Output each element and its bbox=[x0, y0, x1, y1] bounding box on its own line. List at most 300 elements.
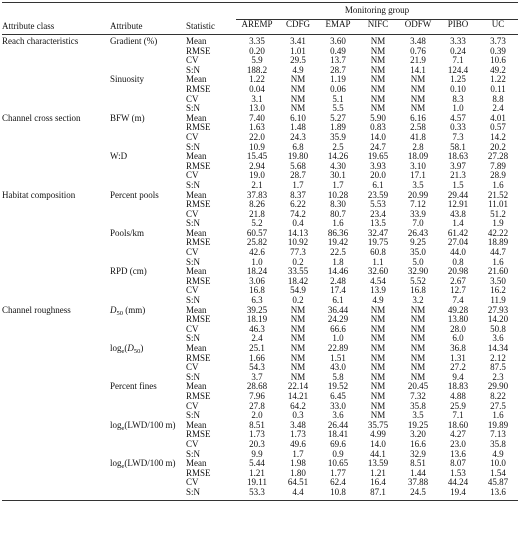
value-cell-odfw: 2.8 bbox=[412, 141, 424, 152]
attribute-cell bbox=[110, 296, 186, 306]
value-cell-aremp: 7.96 bbox=[249, 390, 265, 401]
value-cell-cdfg: 77.3 bbox=[290, 247, 306, 258]
value-cell-aremp: 3.35 bbox=[249, 36, 265, 46]
statistic-cell: S:N bbox=[186, 218, 201, 229]
statistic-cell: CV bbox=[186, 93, 199, 104]
value-cell-cdfg: 14.21 bbox=[287, 390, 309, 401]
value-cell-odfw: 16.6 bbox=[410, 438, 426, 449]
value-cell-odfw: NM bbox=[410, 371, 426, 382]
attribute-cell bbox=[110, 306, 186, 316]
statistic-cell: Mean bbox=[186, 419, 207, 430]
value-cell-nifc: 4.99 bbox=[370, 429, 386, 440]
value-cell-pibo: 3.33 bbox=[450, 36, 466, 46]
attribute-cell bbox=[110, 286, 186, 296]
attribute-class-cell bbox=[2, 450, 110, 460]
value-cell-emap: 19.42 bbox=[327, 237, 349, 248]
value-cell-emap: 1.0 bbox=[332, 333, 344, 344]
value-cell-uc: 35.8 bbox=[490, 438, 506, 449]
value-cell-pibo: 28.0 bbox=[450, 323, 466, 334]
value-cell-uc: 4.9 bbox=[492, 448, 504, 459]
statistic-cell: RMSE bbox=[186, 352, 211, 363]
value-cell-cdfg: 0.2 bbox=[292, 295, 304, 306]
value-cell-emap: 14.26 bbox=[327, 151, 349, 162]
attribute-class-cell bbox=[2, 143, 110, 153]
value-cell-aremp: 6.3 bbox=[251, 295, 263, 306]
value-cell-aremp: 18.24 bbox=[246, 266, 268, 277]
value-cell-aremp: 1.63 bbox=[249, 122, 265, 133]
attribute-cell bbox=[110, 402, 186, 412]
value-cell-emap: 19.52 bbox=[327, 381, 349, 392]
attr-d-symbol: D bbox=[110, 304, 117, 315]
value-cell-nifc: 87.1 bbox=[358, 488, 398, 500]
statistic-cell: CV bbox=[186, 247, 199, 258]
value-cell-cdfg: 1.98 bbox=[290, 458, 306, 469]
value-cell-emap: 69.6 bbox=[330, 438, 346, 449]
value-cell-emap: 1.7 bbox=[332, 179, 344, 190]
value-cell-aremp: 9.9 bbox=[251, 448, 263, 459]
attribute-class-cell bbox=[2, 95, 110, 105]
value-cell-pibo: 61.42 bbox=[447, 227, 469, 238]
value-cell-nifc: 5.53 bbox=[370, 199, 386, 210]
value-cell-aremp: 37.83 bbox=[246, 189, 268, 200]
header-statistic: Statistic bbox=[186, 3, 236, 35]
value-cell-uc: 45.87 bbox=[487, 477, 509, 488]
value-cell-pibo: 13.80 bbox=[447, 314, 469, 325]
attribute-cell bbox=[110, 478, 186, 488]
value-cell-nifc: 4.9 bbox=[372, 295, 384, 306]
value-cell-cdfg: 1.01 bbox=[290, 45, 306, 56]
value-cell-uc: 1.9 bbox=[492, 218, 504, 229]
value-cell-cdfg: 22.14 bbox=[287, 381, 309, 392]
value-cell-odfw: 8.51 bbox=[410, 458, 426, 469]
value-cell-aremp: 1.21 bbox=[249, 467, 265, 478]
value-cell-pibo: 43.8 bbox=[450, 208, 466, 219]
value-cell-odfw: 0.76 bbox=[410, 45, 426, 56]
statistic-cell: Mean bbox=[186, 189, 207, 200]
value-cell-uc: 16.2 bbox=[490, 285, 506, 296]
value-cell-emap: 10.8 bbox=[318, 488, 358, 500]
value-cell-uc: 44.7 bbox=[490, 247, 506, 258]
value-cell-aremp: 25.82 bbox=[246, 237, 268, 248]
attribute-class-cell bbox=[2, 277, 110, 287]
attribute-class-cell bbox=[2, 123, 110, 133]
value-cell-cdfg: 4.9 bbox=[292, 64, 304, 75]
value-cell-cdfg: 1.7 bbox=[292, 448, 304, 459]
value-cell-cdfg: NM bbox=[290, 333, 306, 344]
statistic-cell: Mean bbox=[186, 266, 207, 277]
value-cell-pibo: 18.63 bbox=[447, 151, 469, 162]
value-cell-nifc: 13.5 bbox=[370, 218, 386, 229]
value-cell-odfw: 2.58 bbox=[410, 122, 426, 133]
attribute-cell bbox=[110, 133, 186, 143]
value-cell-odfw: NM bbox=[410, 74, 426, 85]
value-cell-nifc: 3.93 bbox=[370, 160, 386, 171]
value-cell-cdfg: 0.3 bbox=[292, 410, 304, 421]
value-cell-odfw: 16.8 bbox=[410, 285, 426, 296]
attribute-cell: Percent pools bbox=[110, 189, 159, 200]
value-cell-uc: 0.11 bbox=[490, 83, 506, 94]
attribute-cell bbox=[110, 162, 186, 172]
value-cell-uc: 27.28 bbox=[487, 151, 509, 162]
value-cell-aremp: 20.3 bbox=[249, 438, 265, 449]
header-group-aremp: AREMP bbox=[236, 20, 278, 35]
value-cell-emap: 33.0 bbox=[330, 400, 346, 411]
attribute-cell: Percent fines bbox=[110, 381, 157, 392]
value-cell-nifc: NM bbox=[370, 400, 386, 411]
value-cell-aremp: 53.3 bbox=[236, 488, 278, 500]
value-cell-pibo: 36.8 bbox=[450, 343, 466, 353]
value-cell-aremp: 8.51 bbox=[249, 419, 265, 430]
value-cell-odfw: NM bbox=[410, 83, 426, 94]
statistic-cell: RMSE bbox=[186, 275, 211, 286]
value-cell-cdfg: 8.37 bbox=[290, 189, 306, 200]
value-cell-uc: 42.22 bbox=[487, 227, 509, 238]
attribute-class-cell bbox=[2, 430, 110, 440]
attr-tail: (mm) bbox=[123, 304, 146, 315]
attribute-cell: BFW (m) bbox=[110, 112, 145, 123]
value-cell-cdfg: 33.55 bbox=[287, 266, 309, 277]
value-cell-nifc: 32.47 bbox=[367, 227, 389, 238]
value-cell-nifc: 14.0 bbox=[370, 131, 386, 142]
statistic-cell: RMSE bbox=[186, 122, 211, 133]
value-cell-pibo: 4.88 bbox=[450, 390, 466, 401]
value-cell-aremp: 27.8 bbox=[249, 400, 265, 411]
value-cell-pibo: 21.3 bbox=[450, 170, 466, 181]
attribute-cell bbox=[110, 123, 186, 133]
value-cell-cdfg: 28.7 bbox=[290, 170, 306, 181]
value-cell-uc: 87.5 bbox=[490, 362, 506, 373]
value-cell-nifc: 13.9 bbox=[370, 285, 386, 296]
value-cell-emap: 0.49 bbox=[330, 45, 346, 56]
value-cell-emap: 3.60 bbox=[330, 36, 346, 46]
statistic-cell: CV bbox=[186, 285, 199, 296]
value-cell-cdfg: NM bbox=[290, 343, 306, 353]
statistic-cell: CV bbox=[186, 323, 199, 334]
value-cell-odfw: 35.8 bbox=[410, 400, 426, 411]
value-cell-aremp: 2.0 bbox=[251, 410, 263, 421]
attribute-cell bbox=[110, 488, 186, 500]
value-cell-emap: 2.48 bbox=[330, 275, 346, 286]
statistic-cell: S:N bbox=[186, 141, 201, 152]
value-cell-nifc: 0.83 bbox=[370, 122, 386, 133]
value-cell-nifc: 60.8 bbox=[370, 247, 386, 258]
value-cell-odfw: 6.16 bbox=[410, 112, 426, 123]
value-cell-odfw: 21.9 bbox=[410, 55, 426, 66]
value-cell-cdfg: NM bbox=[290, 371, 306, 382]
attribute-cell bbox=[110, 440, 186, 450]
attribute-class-cell bbox=[2, 133, 110, 143]
value-cell-odfw: 18.09 bbox=[407, 151, 429, 162]
value-cell-uc: 27.5 bbox=[490, 400, 506, 411]
value-cell-uc: 51.2 bbox=[490, 208, 506, 219]
value-cell-pibo: 0.10 bbox=[450, 83, 466, 94]
attribute-class-cell bbox=[2, 392, 110, 402]
value-cell-pibo: 12.91 bbox=[447, 199, 469, 210]
value-cell-nifc: 19.75 bbox=[367, 237, 389, 248]
attribute-class-cell bbox=[2, 210, 110, 220]
value-cell-nifc: NM bbox=[370, 83, 386, 94]
value-cell-pibo: 4.27 bbox=[450, 429, 466, 440]
value-cell-nifc: 1.1 bbox=[372, 256, 384, 267]
value-cell-pibo: 27.2 bbox=[450, 362, 466, 373]
statistic-cell: S:N bbox=[186, 371, 201, 382]
value-cell-aremp: 188.2 bbox=[246, 64, 268, 75]
value-cell-pibo: 0.33 bbox=[450, 122, 466, 133]
value-cell-odfw: NM bbox=[410, 323, 426, 334]
value-cell-emap: 1.8 bbox=[332, 256, 344, 267]
attribute-cell: RPD (cm) bbox=[110, 266, 147, 277]
value-cell-uc: 1.22 bbox=[490, 74, 506, 85]
value-cell-pibo: 18.83 bbox=[447, 381, 469, 392]
statistic-cell: CV bbox=[186, 400, 199, 411]
value-cell-nifc: NM bbox=[370, 36, 386, 46]
value-cell-cdfg: 24.3 bbox=[290, 131, 306, 142]
value-cell-cdfg: 74.2 bbox=[290, 208, 306, 219]
statistic-cell: RMSE bbox=[186, 45, 211, 56]
header-monitoring-group: Monitoring group bbox=[236, 3, 518, 20]
value-cell-nifc: NM bbox=[370, 323, 386, 334]
value-cell-emap: 17.4 bbox=[330, 285, 346, 296]
value-cell-emap: 43.0 bbox=[330, 362, 346, 373]
attribute-class-cell bbox=[2, 219, 110, 229]
value-cell-aremp: 10.9 bbox=[249, 141, 265, 152]
value-cell-nifc: 1.21 bbox=[370, 467, 386, 478]
value-cell-cdfg: 64.51 bbox=[287, 477, 309, 488]
attribute-cell bbox=[110, 277, 186, 287]
value-cell-aremp: 19.0 bbox=[249, 170, 265, 181]
value-cell-odfw: NM bbox=[410, 314, 426, 325]
attribute-class-cell bbox=[2, 66, 110, 76]
value-cell-odfw: 32.90 bbox=[407, 266, 429, 277]
value-cell-nifc: 16.4 bbox=[370, 477, 386, 488]
attribute-cell bbox=[110, 200, 186, 210]
value-cell-pibo: 7.1 bbox=[452, 55, 464, 66]
value-cell-cdfg: 3.48 bbox=[290, 419, 306, 430]
header-group-cdfg: CDFG bbox=[278, 20, 318, 35]
value-cell-uc: 10.6 bbox=[490, 55, 506, 66]
attribute-class-cell: Habitat composition bbox=[2, 189, 76, 200]
value-cell-pibo: 0.8 bbox=[452, 256, 464, 267]
value-cell-uc: 8.22 bbox=[490, 390, 506, 401]
value-cell-nifc: NM bbox=[370, 333, 386, 344]
value-cell-emap: 10.28 bbox=[327, 189, 349, 200]
attribute-class-cell: Channel roughness bbox=[2, 304, 71, 315]
value-cell-cdfg: 1.48 bbox=[290, 122, 306, 133]
value-cell-uc: 13.6 bbox=[478, 488, 518, 500]
value-cell-uc: 2.4 bbox=[492, 103, 504, 114]
statistic-cell: S:N bbox=[186, 64, 201, 75]
value-cell-nifc: 13.59 bbox=[367, 458, 389, 469]
value-cell-nifc: 23.59 bbox=[367, 189, 389, 200]
value-cell-cdfg: 0.2 bbox=[292, 256, 304, 267]
attribute-class-cell bbox=[2, 171, 110, 181]
attribute-class-cell bbox=[2, 421, 110, 431]
value-cell-emap: 8.30 bbox=[330, 199, 346, 210]
attribute-cell bbox=[110, 469, 186, 479]
value-cell-emap: 1.51 bbox=[330, 352, 346, 363]
statistic-cell: Mean bbox=[186, 112, 207, 123]
value-cell-nifc: NM bbox=[370, 343, 386, 353]
value-cell-pibo: 2.67 bbox=[450, 275, 466, 286]
value-cell-emap: 0.9 bbox=[332, 448, 344, 459]
value-cell-cdfg: 3.41 bbox=[290, 36, 306, 46]
attribute-class-cell bbox=[2, 354, 110, 364]
value-cell-uc: 1.6 bbox=[492, 256, 504, 267]
value-cell-uc: 50.8 bbox=[490, 323, 506, 334]
value-cell-odfw: 37.88 bbox=[407, 477, 429, 488]
value-cell-odfw: NM bbox=[410, 352, 426, 363]
value-cell-odfw: NM bbox=[410, 362, 426, 373]
value-cell-emap: 36.44 bbox=[327, 304, 349, 315]
value-cell-aremp: 2.1 bbox=[251, 179, 263, 190]
value-cell-odfw: 41.8 bbox=[410, 131, 426, 142]
value-cell-cdfg: NM bbox=[290, 103, 306, 114]
value-cell-odfw: 33.9 bbox=[410, 208, 426, 219]
attribute-cell: Sinuosity bbox=[110, 74, 145, 85]
value-cell-cdfg: 1.80 bbox=[290, 467, 306, 478]
value-cell-aremp: 0.04 bbox=[249, 83, 265, 94]
statistic-cell: S:N bbox=[186, 179, 201, 190]
statistic-cell: Mean bbox=[186, 381, 207, 392]
value-cell-uc: 11.9 bbox=[490, 295, 506, 306]
attribute-cell: $\log_e(LWD/100$ m) bbox=[110, 419, 176, 432]
statistic-cell: RMSE bbox=[186, 314, 211, 325]
value-cell-cdfg: 14.13 bbox=[287, 227, 309, 238]
statistic-cell: S:N bbox=[186, 295, 201, 306]
value-cell-emap: 1.19 bbox=[330, 74, 346, 85]
value-cell-uc: 21.60 bbox=[487, 266, 509, 277]
value-cell-odfw: 5.52 bbox=[410, 275, 426, 286]
value-cell-cdfg: 0.4 bbox=[292, 218, 304, 229]
value-cell-emap: 26.44 bbox=[327, 419, 349, 430]
attribute-cell: Gradient (%) bbox=[110, 36, 158, 46]
value-cell-pibo: 49.28 bbox=[447, 304, 469, 315]
value-cell-cdfg: 1.73 bbox=[290, 429, 306, 440]
value-cell-uc: 3.73 bbox=[490, 36, 506, 46]
value-cell-emap: 1.89 bbox=[330, 122, 346, 133]
value-cell-nifc: 19.65 bbox=[367, 151, 389, 162]
attribute-class-cell bbox=[2, 334, 110, 344]
value-cell-cdfg: NM bbox=[290, 304, 306, 315]
attribute-class-cell bbox=[2, 373, 110, 383]
value-cell-pibo: 1.25 bbox=[450, 74, 466, 85]
statistic-cell: RMSE bbox=[186, 199, 211, 210]
statistic-cell: Mean bbox=[186, 74, 207, 85]
attribute-cell bbox=[110, 354, 186, 364]
attribute-class-cell bbox=[2, 238, 110, 248]
value-cell-uc: 8.8 bbox=[492, 93, 504, 104]
value-cell-pibo: 8.07 bbox=[450, 458, 466, 469]
value-cell-cdfg: NM bbox=[290, 314, 306, 325]
value-cell-emap: 4.30 bbox=[330, 160, 346, 171]
value-cell-pibo: 13.6 bbox=[450, 448, 466, 459]
value-cell-emap: 30.1 bbox=[330, 170, 346, 181]
value-cell-aremp: 2.4 bbox=[251, 333, 263, 344]
value-cell-pibo: 7.1 bbox=[452, 410, 464, 421]
attribute-cell bbox=[110, 430, 186, 440]
value-cell-pibo: 6.0 bbox=[452, 333, 464, 344]
value-cell-cdfg: 49.6 bbox=[290, 438, 306, 449]
value-cell-aremp: 22.0 bbox=[249, 131, 265, 142]
value-cell-emap: 28.7 bbox=[330, 64, 346, 75]
value-cell-uc: 1.6 bbox=[492, 410, 504, 421]
value-cell-nifc: NM bbox=[370, 93, 386, 104]
value-cell-aremp: 28.68 bbox=[246, 381, 268, 392]
value-cell-emap: 6.1 bbox=[332, 295, 344, 306]
value-cell-odfw: 7.0 bbox=[412, 218, 424, 229]
value-cell-aremp: 42.6 bbox=[249, 247, 265, 258]
value-cell-aremp: 8.26 bbox=[249, 199, 265, 210]
value-cell-pibo: 8.3 bbox=[452, 93, 464, 104]
value-cell-emap: 13.7 bbox=[330, 55, 346, 66]
attribute-class-cell bbox=[2, 152, 110, 162]
statistic-cell: Mean bbox=[186, 151, 207, 162]
statistic-cell: CV bbox=[186, 208, 199, 219]
value-cell-aremp: 1.0 bbox=[251, 256, 263, 267]
value-cell-pibo: 20.98 bbox=[447, 266, 469, 277]
value-cell-cdfg: 6.10 bbox=[290, 112, 306, 123]
value-cell-nifc: 24.7 bbox=[370, 141, 386, 152]
value-cell-odfw: NM bbox=[410, 93, 426, 104]
statistic-cell: RMSE bbox=[186, 83, 211, 94]
value-cell-emap: 62.4 bbox=[330, 477, 346, 488]
header-group-emap: EMAP bbox=[318, 20, 358, 35]
value-cell-nifc: NM bbox=[370, 74, 386, 85]
value-cell-pibo: 0.24 bbox=[450, 45, 466, 56]
value-cell-pibo: 1.31 bbox=[450, 352, 466, 363]
value-cell-cdfg: 6.22 bbox=[290, 199, 306, 210]
statistic-cell: RMSE bbox=[186, 237, 211, 248]
value-cell-nifc: NM bbox=[370, 314, 386, 325]
value-cell-nifc: NM bbox=[370, 362, 386, 373]
value-cell-nifc: 6.1 bbox=[372, 179, 384, 190]
table-row bbox=[2, 488, 518, 500]
value-cell-odfw: 9.25 bbox=[410, 237, 426, 248]
attribute-class-cell bbox=[2, 258, 110, 268]
attribute-cell bbox=[110, 315, 186, 325]
attribute-class-cell bbox=[2, 402, 110, 412]
value-cell-odfw: NM bbox=[410, 343, 426, 353]
value-cell-odfw: 3.2 bbox=[412, 295, 424, 306]
statistic-cell: Mean bbox=[186, 36, 207, 46]
value-cell-uc: 49.2 bbox=[490, 64, 506, 75]
attribute-class-cell bbox=[2, 488, 110, 500]
value-cell-emap: 5.1 bbox=[332, 93, 344, 104]
value-cell-aremp: 5.9 bbox=[251, 55, 263, 66]
value-cell-uc: 11.01 bbox=[488, 199, 508, 210]
attribute-class-cell bbox=[2, 248, 110, 258]
value-cell-emap: 5.27 bbox=[330, 112, 346, 123]
attribute-cell: $\log_e(LWD/100$ m) bbox=[110, 458, 176, 471]
value-cell-emap: 86.36 bbox=[327, 227, 349, 238]
statistic-cell: CV bbox=[186, 131, 199, 142]
value-cell-aremp: 7.40 bbox=[249, 112, 265, 123]
value-cell-odfw: 19.25 bbox=[407, 419, 429, 430]
value-cell-nifc: NM bbox=[370, 64, 386, 75]
attribute-cell bbox=[110, 325, 186, 335]
value-cell-cdfg: NM bbox=[290, 352, 306, 363]
value-cell-uc: 27.93 bbox=[487, 304, 509, 315]
value-cell-pibo: 44.0 bbox=[450, 247, 466, 258]
statistic-cell: S:N bbox=[186, 410, 201, 421]
attribute-class-cell bbox=[2, 56, 110, 66]
value-cell-cdfg: 1.7 bbox=[292, 179, 304, 190]
value-cell-odfw: 3.5 bbox=[412, 410, 424, 421]
value-cell-pibo: 124.4 bbox=[447, 64, 469, 75]
value-cell-cdfg: NM bbox=[290, 93, 306, 104]
value-cell-pibo: 9.4 bbox=[452, 371, 464, 382]
value-cell-nifc: 23.4 bbox=[370, 208, 386, 219]
